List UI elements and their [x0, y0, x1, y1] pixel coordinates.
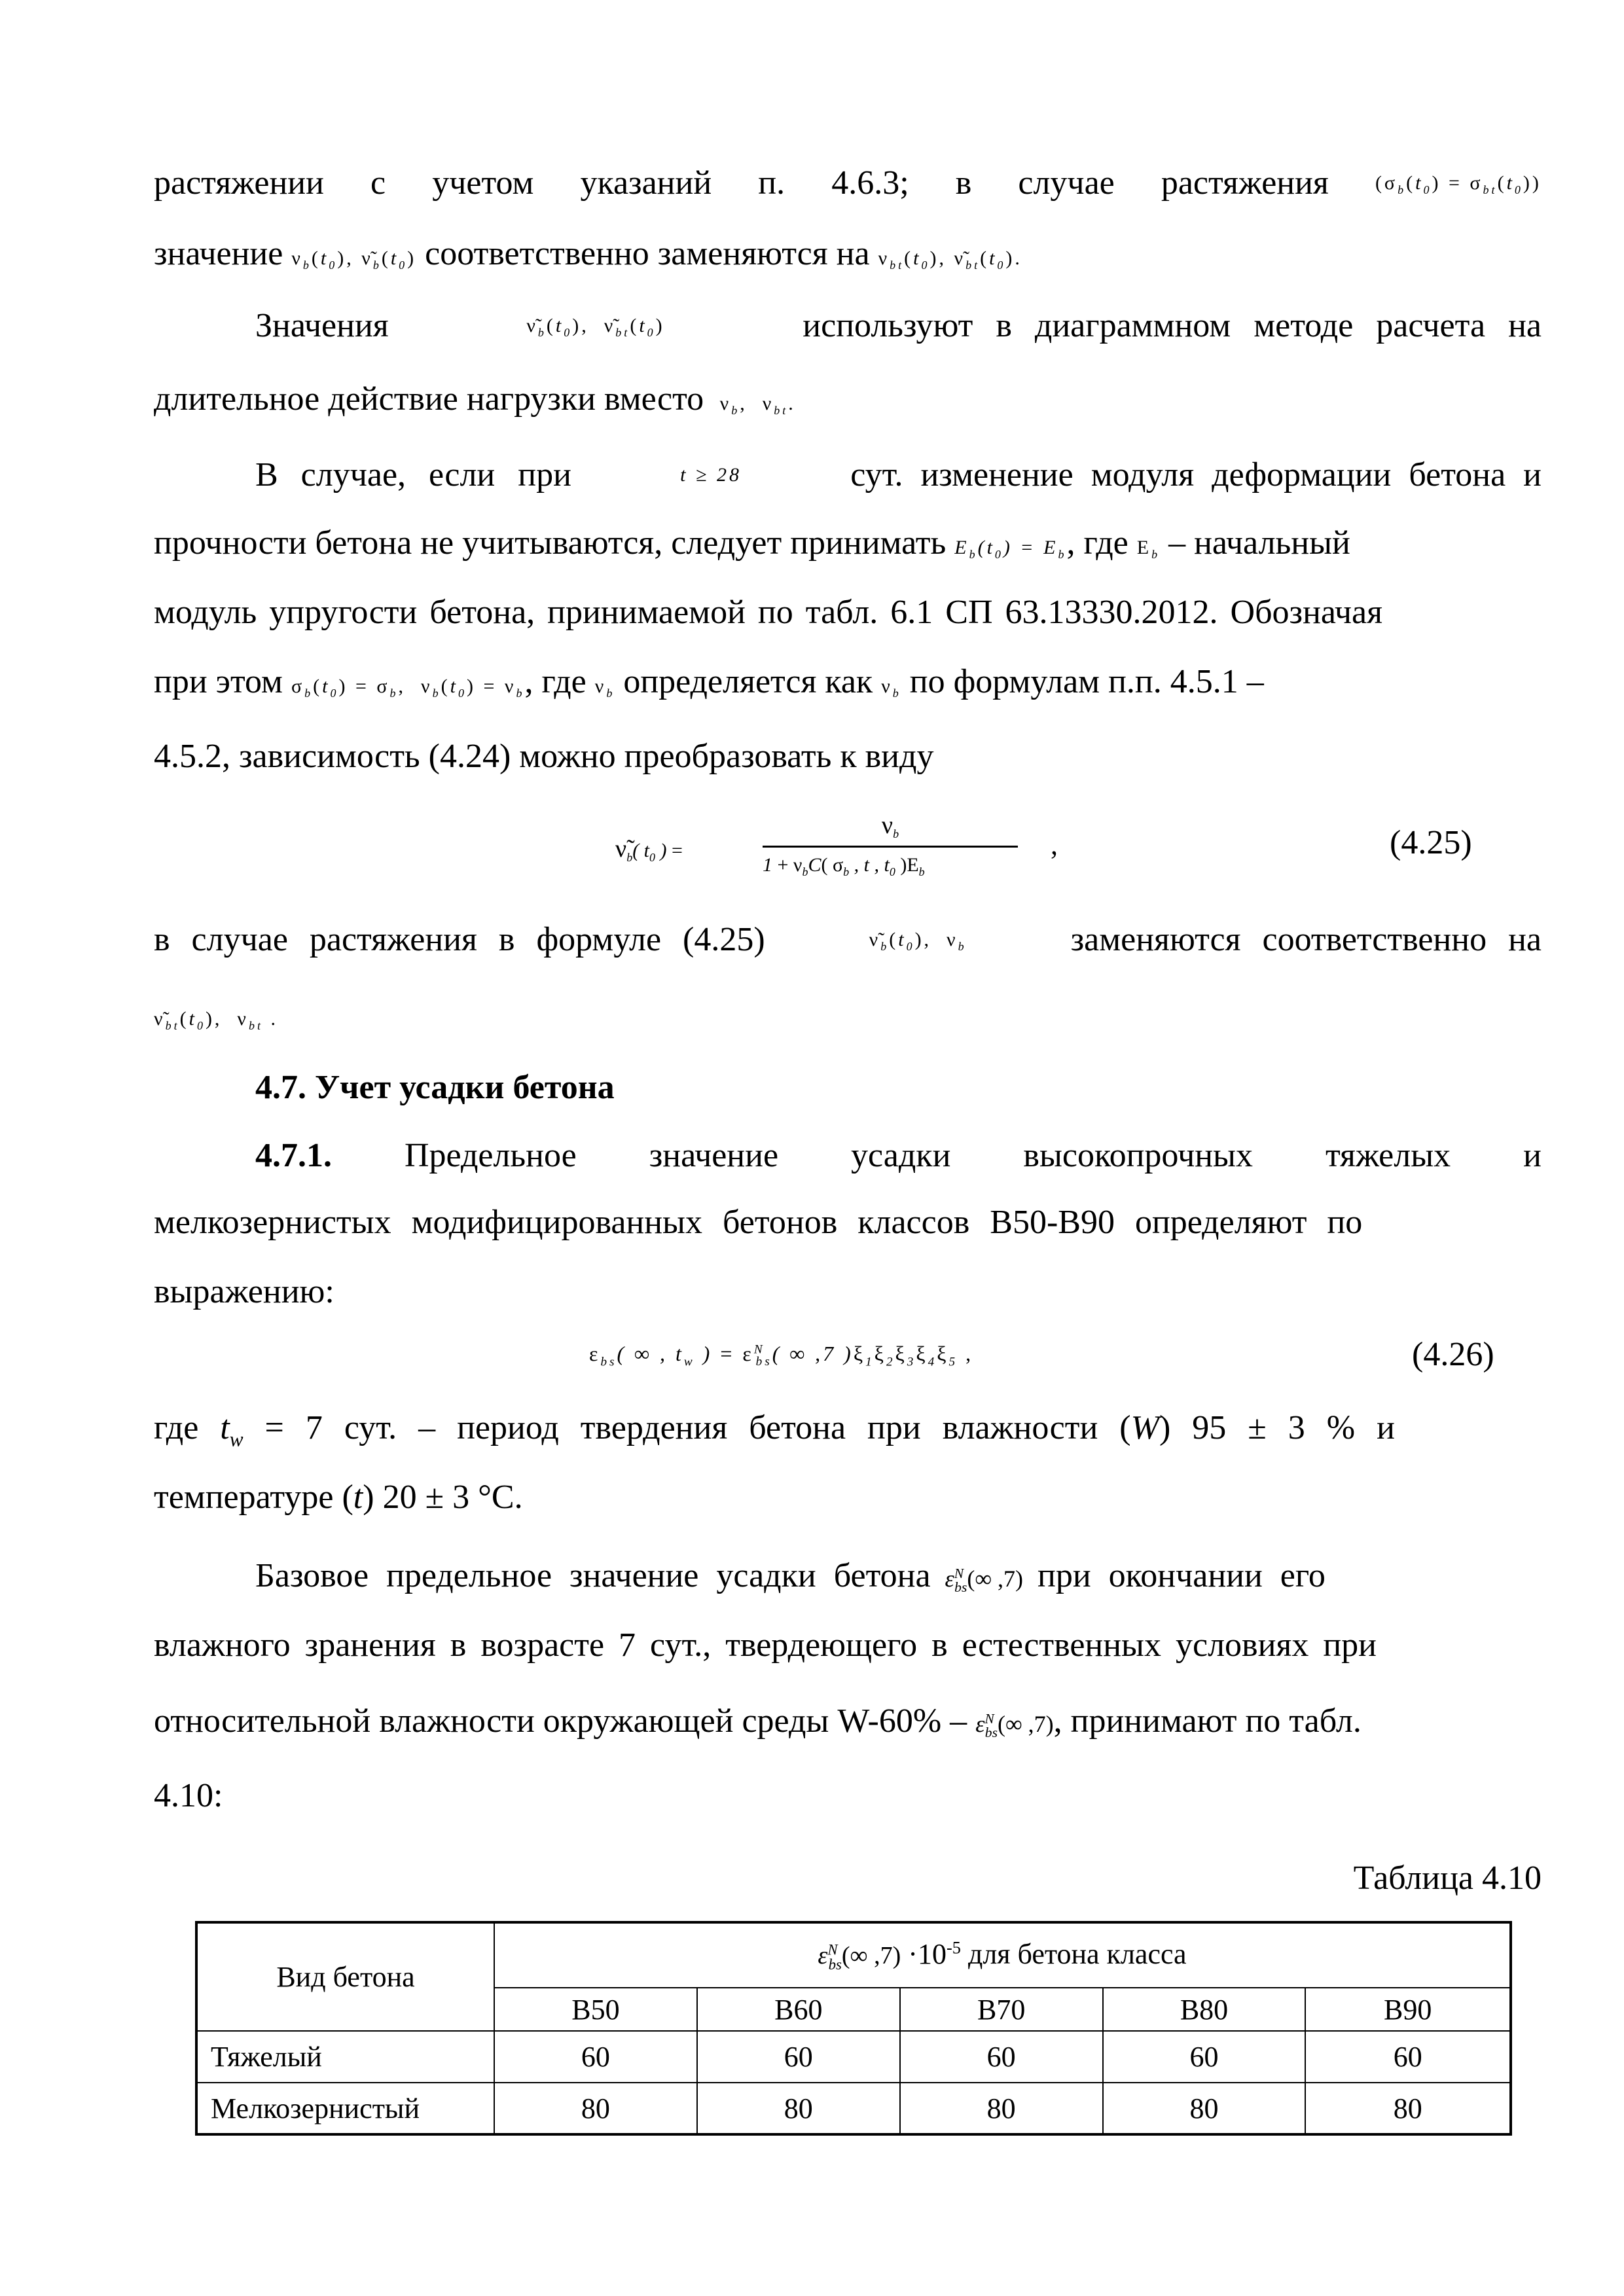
symbol-t: $t_w$ [220, 1409, 244, 1451]
table-4-10 [195, 1921, 1512, 2136]
formula-inline: $\nu_b$ [881, 675, 901, 700]
text-line-8 [154, 661, 1542, 714]
formula-inline: $\nu_b(t_0)$, $\nũ_b(t_0)$ [291, 247, 417, 272]
table-header-row [196, 1922, 1511, 1988]
table-row [196, 2083, 1511, 2134]
text: температуре ( [154, 1479, 353, 1516]
table-cell: 80 [1305, 2083, 1511, 2134]
table-row [196, 2031, 1511, 2083]
formula-inline: $\sigma_b(t_0) = \sigma_b$, $\nu_b(t_0) = \nu_b$ [291, 675, 525, 700]
text: Базовое предельное значение усадки бетона [255, 1557, 931, 1594]
row-header: Тяжелый [196, 2031, 494, 2083]
text: относительной влажности окружающей среды W-60% – [154, 1702, 967, 1740]
word: в [955, 164, 972, 202]
formula-inline: $(\sigma_b(t_0) = \sigma_{bt}(t_0))$ [1375, 172, 1542, 196]
text: ) 95 ± 3 % и [1159, 1409, 1395, 1446]
word: растяжении [154, 164, 324, 202]
word: усадки [851, 1137, 951, 1174]
equation-denominator: $1 + \nu_bC$( $\sigma_b$ , t , $t_0$ )$Е_b$ [763, 854, 925, 878]
word: 4.6.3; [831, 164, 909, 202]
text-line-14 [154, 1271, 1542, 1313]
heading-text: 4.7. Учет усадки бетона [255, 1069, 615, 1106]
text-line-5 [255, 454, 1542, 496]
text: в случае растяжения в формуле (4.25) [154, 921, 765, 958]
text-line-18 [154, 1624, 1542, 1666]
word: высокопрочных [1023, 1137, 1253, 1174]
equation-4-26: $\varepsilon_{bs}$( ∞ , $t_w$ ) = $\varepsilon^N_{bs}$( ∞ ,7 )$\xi_1\xi_2\xi_3\xi_4\xi_5$ , [589, 1342, 974, 1369]
group-suffix: для бетона класса [967, 1938, 1187, 1971]
table-cell: 60 [1305, 2031, 1511, 2083]
text: ) 20 ± 3 °С. [363, 1479, 523, 1516]
word: растяжения [1161, 164, 1329, 202]
text: В случае, если при [255, 456, 571, 493]
formula-inline: $Е_b$ [1136, 537, 1161, 561]
text-line-20 [154, 1775, 1542, 1817]
text-line-6 [154, 522, 1542, 575]
text: используют в диаграммном методе расчета на [803, 307, 1542, 344]
text: влажного зранения в возрасте 7 сут., твердеющего в естественных условиях при [154, 1626, 1377, 1664]
equation-number: (4.26) [1412, 1336, 1494, 1373]
formula-inline: $\nu_b$, $\nu_{bt}$. [712, 393, 796, 417]
table-caption: Таблица 4.10 [1353, 1859, 1542, 1897]
row-header: Мелкозернистый [196, 2083, 494, 2134]
table-cell: 60 [494, 2031, 697, 2083]
formula-inline: $\varepsilon^N_{bs}(\infty$ ,7) [975, 1711, 1054, 1741]
text-line-10 [154, 919, 1542, 967]
text: выражению: [154, 1273, 334, 1310]
text: определяется как [623, 663, 873, 700]
equation-lhs: $\nũ_b$( $t_0$ ) = [615, 835, 683, 864]
text-line-15 [154, 1407, 1542, 1460]
text: заменяются соответственно на [1070, 921, 1542, 958]
word: учетом [432, 164, 534, 202]
comma: , [1051, 829, 1058, 861]
text: значение [154, 235, 283, 272]
text-line-1 [154, 162, 1542, 211]
text: при окончании его [1037, 1557, 1326, 1594]
text: мелкозернистых модифицированных бетонов классов В50-В90 определяют по [154, 1204, 1363, 1241]
text: модуль упругости бетона, принимаемой по табл. 6.1 СП 63.13330.2012. Обозначая [154, 594, 1383, 631]
formula-inline: $\nu_{bt}(t_0)$, $\nũ_{bt}(t_0)$. [878, 247, 1022, 272]
text: Значения [255, 307, 389, 344]
word: тяжелых [1325, 1137, 1451, 1174]
text: прочности бетона не учитываются, следует принимать [154, 524, 947, 562]
class-header: В80 [1103, 1988, 1306, 2031]
column-header-group: $\varepsilon^N_{bs}(\infty$ $,7) \cdot 10^{-5}$ для бетона класса [494, 1922, 1511, 1988]
table-cell: 80 [494, 2083, 697, 2134]
word: Предельное [405, 1137, 577, 1174]
text-line-4 [154, 378, 1542, 431]
class-header: В60 [697, 1988, 900, 2031]
table-cell: 80 [697, 2083, 900, 2134]
text-line-3 [255, 305, 1542, 353]
text: при этом [154, 663, 283, 700]
text: по формулам п.п. 4.5.1 – [909, 663, 1264, 700]
text: соответственно заменяются на [425, 235, 870, 272]
formula-inline: $\nũ_b(t_0)$, $\nũ_{bt}(t_0)$ [526, 315, 665, 339]
word: с [370, 164, 386, 202]
text-line-11 [154, 994, 1542, 1047]
text-line-12 [255, 1135, 1542, 1177]
formula-inline: $\nũ_b(t_0)$, $\nu_b$ [869, 929, 967, 953]
formula-inline: $E_b(t_0) = E_b$ [954, 537, 1067, 561]
word: п. [758, 164, 785, 202]
table-cell: 80 [900, 2083, 1103, 2134]
text: , где [524, 663, 586, 700]
class-header: В50 [494, 1988, 697, 2031]
fraction-bar [763, 846, 1018, 848]
column-header-type: Вид бетона [196, 1922, 494, 2031]
formula-inline: t ≥ 28 [680, 464, 742, 486]
word: значение [649, 1137, 779, 1174]
equation-number: (4.25) [1390, 824, 1472, 861]
equation-numerator: $\nu_b$ [881, 812, 899, 840]
text: 4.10: [154, 1777, 223, 1814]
text: – начальный [1168, 524, 1350, 562]
text-line-13 [154, 1202, 1542, 1244]
table-cell: 60 [900, 2031, 1103, 2083]
symbol-w: W [1130, 1409, 1159, 1446]
word: и [1523, 1137, 1542, 1174]
formula-inline: $\varepsilon^N_{bs}(\infty$ ,7) [945, 1566, 1029, 1596]
word: случае [1018, 164, 1115, 202]
text-line-16 [154, 1477, 1542, 1518]
formula-inline: $\nũ_{bt}(t_0)$, $\nu_{bt}$ . [154, 1008, 279, 1032]
text-line-17 [255, 1552, 1542, 1608]
text: где [154, 1409, 199, 1446]
text: длительное действие нагрузки вместо [154, 380, 704, 418]
text-line-2 [154, 233, 1542, 286]
text: , где [1066, 524, 1128, 562]
text: 4.5.2, зависимость (4.24) можно преобразовать к виду [154, 738, 934, 775]
symbol-t: t [353, 1479, 363, 1516]
text: , принимают по табл. [1053, 1702, 1362, 1740]
paragraph-number: 4.7.1. [255, 1137, 332, 1174]
text-line-19 [154, 1698, 1542, 1753]
table-cell: 80 [1103, 2083, 1306, 2134]
section-heading [255, 1067, 1542, 1109]
text: сут. изменение модуля деформации бетона и [850, 456, 1542, 493]
class-header: В90 [1305, 1988, 1511, 2031]
class-header: В70 [900, 1988, 1103, 2031]
text: = 7 сут. – период твердения бетона при влажности ( [264, 1409, 1131, 1446]
table-cell: 60 [1103, 2031, 1306, 2083]
text-line-9 [154, 736, 1542, 778]
formula-inline: $\nu_b$ [594, 675, 615, 700]
table-cell: 60 [697, 2031, 900, 2083]
word: указаний [580, 164, 712, 202]
text-line-7 [154, 592, 1542, 634]
